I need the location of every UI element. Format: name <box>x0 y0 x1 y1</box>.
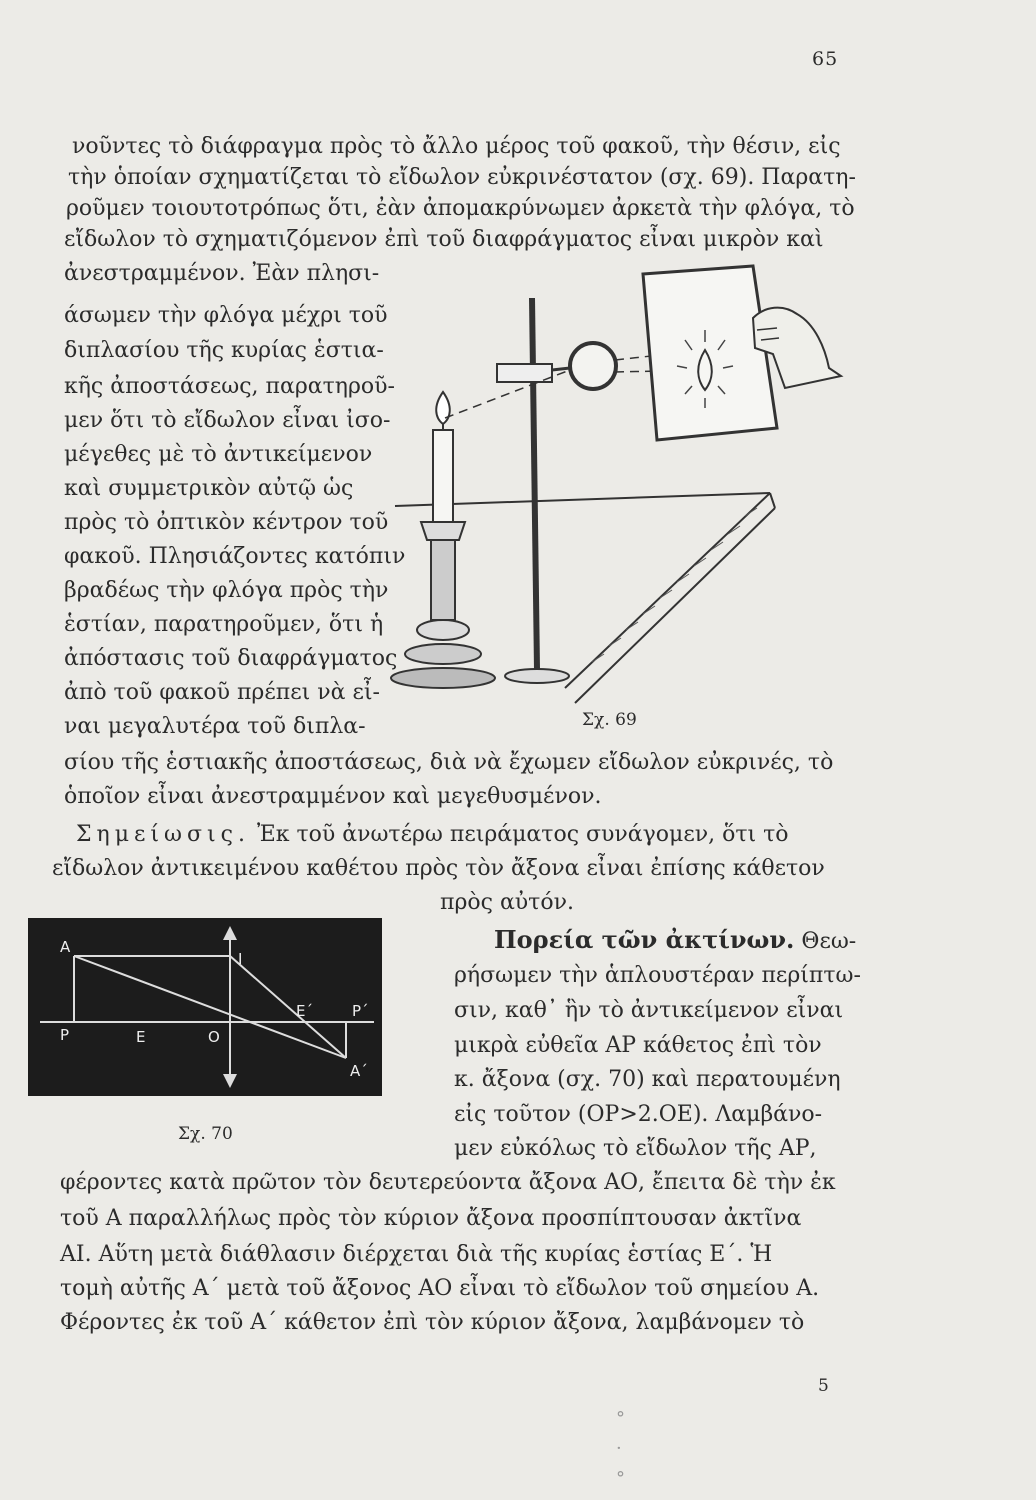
text-line: διπλασίου τῆς κυρίας ἑστια- <box>64 338 384 363</box>
text-line: καὶ συμμετρικὸν αὐτῷ ὡς <box>64 476 354 501</box>
text-line: μέγεθες μὲ τὸ ἀντικείμενον <box>64 442 373 467</box>
text-line: σίου τῆς ἑστιακῆς ἀποστάσεως, διὰ νὰ ἔχωμεν εἴδωλον εὐκρινές, τὸ <box>64 750 834 775</box>
figure-69-caption: Σχ. 69 <box>582 710 637 730</box>
label-A: A <box>60 938 71 956</box>
text-line: τοῦ Α παραλλήλως πρὸς τὸν κύριον ἄξονα προσπίπτουσαν ἀκτῖνα <box>60 1206 802 1231</box>
text-line: μεν ὅτι τὸ εἴδωλον εἶναι ἰσο- <box>64 408 391 433</box>
text-line: εἰς τοῦτον (ΟΡ>2.ΟΕ). Λαμβάνο- <box>454 1102 823 1127</box>
section-first-line-rest: Θεω- <box>801 929 857 954</box>
note-text: Ἐκ τοῦ ἀνωτέρω πειράματος συνάγομεν, ὅτι τὸ <box>256 822 789 847</box>
text-line: φακοῦ. Πλησιάζοντες κατόπιν <box>64 544 406 569</box>
text-line: βραδέως τὴν φλόγα πρὸς τὴν <box>64 578 389 603</box>
text-line: κ. ἄξονα (σχ. 70) καὶ περατουμένη <box>454 1067 841 1092</box>
text-line: ΑΙ. Αὕτη μετὰ διάθλασιν διέρχεται διὰ τῆς κυρίας ἑστίας Ε΄. Ἡ <box>60 1242 773 1267</box>
note-line: εἴδωλον ἀντικειμένου καθέτου πρὸς τὸν ἄξονα εἶναι ἐπίσης κάθετον <box>52 856 825 881</box>
text-line: νοῦντες τὸ διάφραγμα πρὸς τὸ ἄλλο μέρος τοῦ φακοῦ, τὴν θέσιν, εἰς <box>72 134 841 159</box>
text-line: κῆς ἀποστάσεως, παρατηροῦ- <box>64 374 395 399</box>
text-line: σιν, καθ᾽ ἣν τὸ ἀντικείμενον εἶναι <box>454 998 844 1023</box>
label-E-prime: E΄ <box>296 1002 313 1020</box>
label-A-prime: A΄ <box>350 1062 368 1080</box>
text-line: εἴδωλον τὸ σχηματιζόμενον ἐπὶ τοῦ διαφράγματος εἶναι μικρὸν καὶ <box>64 227 824 252</box>
text-line: τὴν ὁποίαν σχηματίζεται τὸ εἴδωλον εὐκρινέστατον (σχ. 69). Παρατη- <box>68 165 856 190</box>
text-line: μικρὰ εὐθεῖα ΑΡ κάθετος ἐπὶ τὸν <box>454 1033 822 1058</box>
text-line: ναι μεγαλυτέρα τοῦ διπλα- <box>64 714 366 739</box>
text-line: ροῦμεν τοιουτοτρόπως ὅτι, ἐὰν ἀπομακρύνωμεν ἀρκετὰ τὴν φλόγα, τὸ <box>66 196 855 221</box>
text-line: ρήσωμεν τὴν ἁπλουστέραν περίπτω- <box>454 963 861 988</box>
section-heading: Πορεία τῶν ἀκτίνων. <box>494 925 795 954</box>
text-line: ἀνεστραμμένον. Ἐὰν πλησι- <box>64 261 380 286</box>
text-line: άσωμεν τὴν φλόγα μέχρι τοῦ <box>64 303 388 328</box>
text-line: τομὴ αὐτῆς Α΄ μετὰ τοῦ ἄξονος ΑΟ εἶναι τὸ εἴδωλον τοῦ σημείου Α. <box>60 1276 820 1301</box>
section-first-line <box>494 925 857 954</box>
text-line: ἀπόστασις τοῦ διαφράγματος <box>64 646 398 671</box>
page-number: 65 <box>812 48 839 70</box>
label-P: P <box>60 1026 70 1044</box>
label-P-prime: P΄ <box>352 1002 369 1020</box>
text-line: Φέροντες ἐκ τοῦ Α΄ κάθετον ἐπὶ τὸν κύριον ἄξονα, λαμβάνομεν τὸ <box>60 1310 805 1335</box>
note-line: πρὸς αὐτόν. <box>440 890 574 915</box>
text-line: μεν εὐκόλως τὸ εἴδωλον τῆς ΑΡ, <box>454 1136 817 1161</box>
note-label: Σημείωσις. <box>76 822 250 847</box>
text-line: ὁποῖον εἶναι ἀνεστραμμένον καὶ μεγεθυσμένον. <box>64 784 602 809</box>
label-E: E <box>136 1028 146 1046</box>
label-I: I <box>238 950 243 968</box>
note-line <box>76 824 789 846</box>
figure-69-lens-experiment <box>385 258 855 733</box>
print-specks: ° · ° <box>616 1408 625 1489</box>
signature-mark: 5 <box>818 1376 829 1396</box>
text-line: ἑστίαν, παρατηροῦμεν, ὅτι ἡ <box>64 612 384 637</box>
figure-70-ray-diagram <box>28 918 388 1096</box>
text-line: ἀπὸ τοῦ φακοῦ πρέπει νὰ εἶ- <box>64 680 380 705</box>
figure-70-caption: Σχ. 70 <box>178 1124 233 1144</box>
text-line: πρὸς τὸ ὀπτικὸν κέντρον τοῦ <box>64 510 389 535</box>
text-line: φέροντες κατὰ πρῶτον τὸν δευτερεύοντα ἄξονα ΑΟ, ἔπειτα δὲ τὴν ἐκ <box>60 1170 836 1195</box>
label-O: O <box>208 1028 220 1046</box>
